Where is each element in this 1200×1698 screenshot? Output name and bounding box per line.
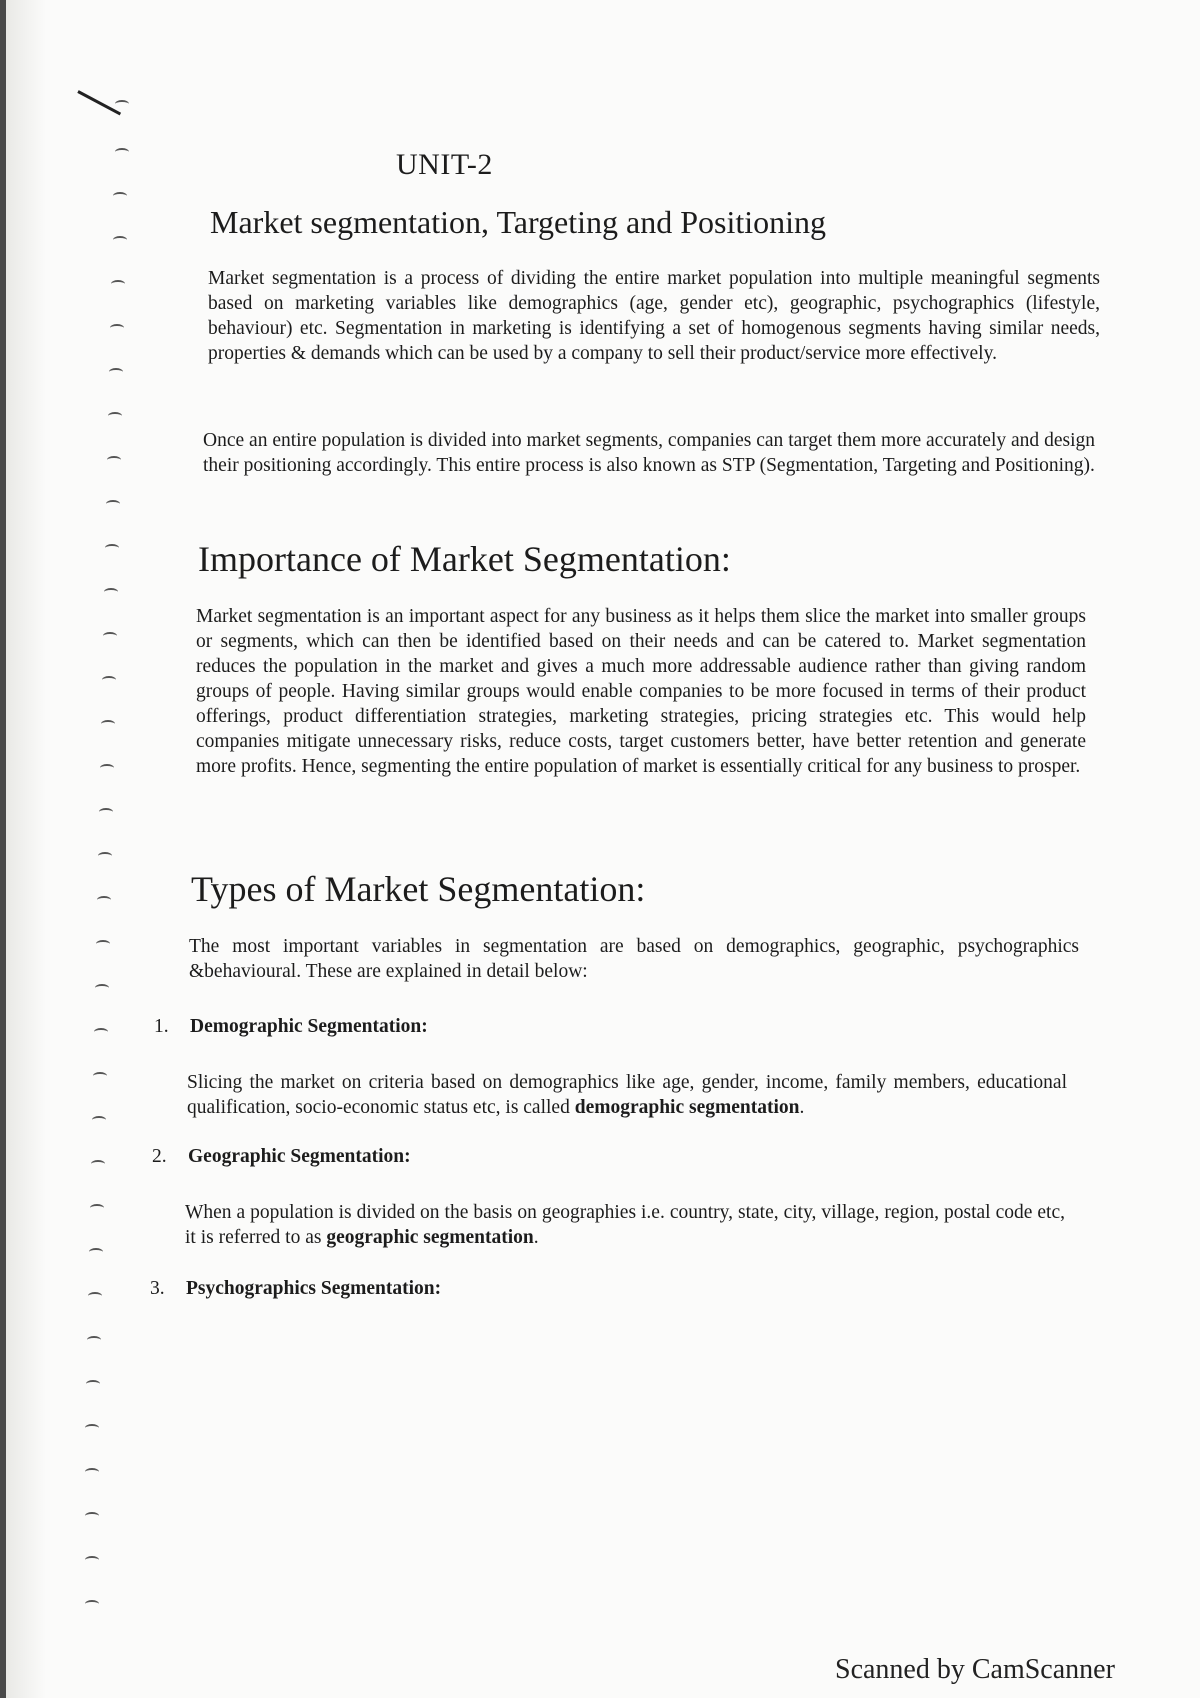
types-heading: Types of Market Segmentation: <box>191 869 646 909</box>
list-title: Demographic Segmentation: <box>190 1016 428 1037</box>
description-text: Slicing the market on criteria based on demographics like age, gender, income, family members, educational qualification, socio-economic status etc, is called <box>187 1072 1067 1118</box>
intro-paragraph-2: Once an entire population is divided into market segments, companies can target them more accurately and design their positioning accordingly. This entire process is also known as STP (Segmentation, Targeting and Positioning). <box>203 430 1095 476</box>
description-end: . <box>799 1097 805 1118</box>
list-title: Geographic Segmentation: <box>188 1146 411 1167</box>
bold-term: demographic segmentation <box>574 1097 800 1118</box>
importance-heading: Importance of Market Segmentation: <box>198 539 731 579</box>
intro-paragraph-1: Market segmentation is a process of dividing the entire market population into multiple meaningful segments based on marketing variables like demographics (age, gender etc), geographic, psychographics (lifestyle, behaviour) etc. Segmentation in marketing is identifying a set of homogenous segments having similar needs, properties & demands which can be used by a company to sell their product/service more effectively. <box>208 268 1100 364</box>
unit-title: UNIT-2 <box>396 148 493 181</box>
description-text: When a population is divided on the basis on geographies i.e. country, state, city, village, region, postal code etc, it is referred to as <box>185 1202 1065 1248</box>
scanner-watermark: Scanned by CamScanner <box>835 1654 1115 1685</box>
types-intro: The most important variables in segmentation are based on demographics, geographic, psychographics &behavioural. These are explained in detail below: <box>189 936 1079 982</box>
list-number: 3. <box>150 1278 165 1299</box>
list-title: Psychographics Segmentation: <box>186 1278 442 1299</box>
demographic-description <box>187 1070 1067 1120</box>
list-item-demographic <box>154 1016 428 1038</box>
importance-paragraph: Market segmentation is an important aspect for any business as it helps them slice the market into smaller groups or segments, which can then be identified based on their needs and can be catered to. Market segmentation reduces the population in the market and gives a much more addressable audience rather than giving random groups of people. Having similar groups would enable companies to be more focused in terms of their product offerings, product differentiation strategies, marketing strategies, pricing strategies etc. This would help companies mitigate unnecessary risks, reduce costs, target customers better, have better retention and generate more profits. Hence, segmenting the entire population of market is essentially critical for any business to prosper. <box>196 606 1086 777</box>
main-heading: Market segmentation, Targeting and Positioning <box>210 204 827 240</box>
bold-term: geographic segmentation <box>326 1227 534 1248</box>
list-item-geographic <box>152 1146 411 1168</box>
geographic-description <box>185 1200 1065 1250</box>
description-end: . <box>533 1227 539 1248</box>
list-item-psychographics <box>150 1278 441 1300</box>
list-number: 2. <box>152 1146 167 1167</box>
list-number: 1. <box>154 1016 169 1037</box>
